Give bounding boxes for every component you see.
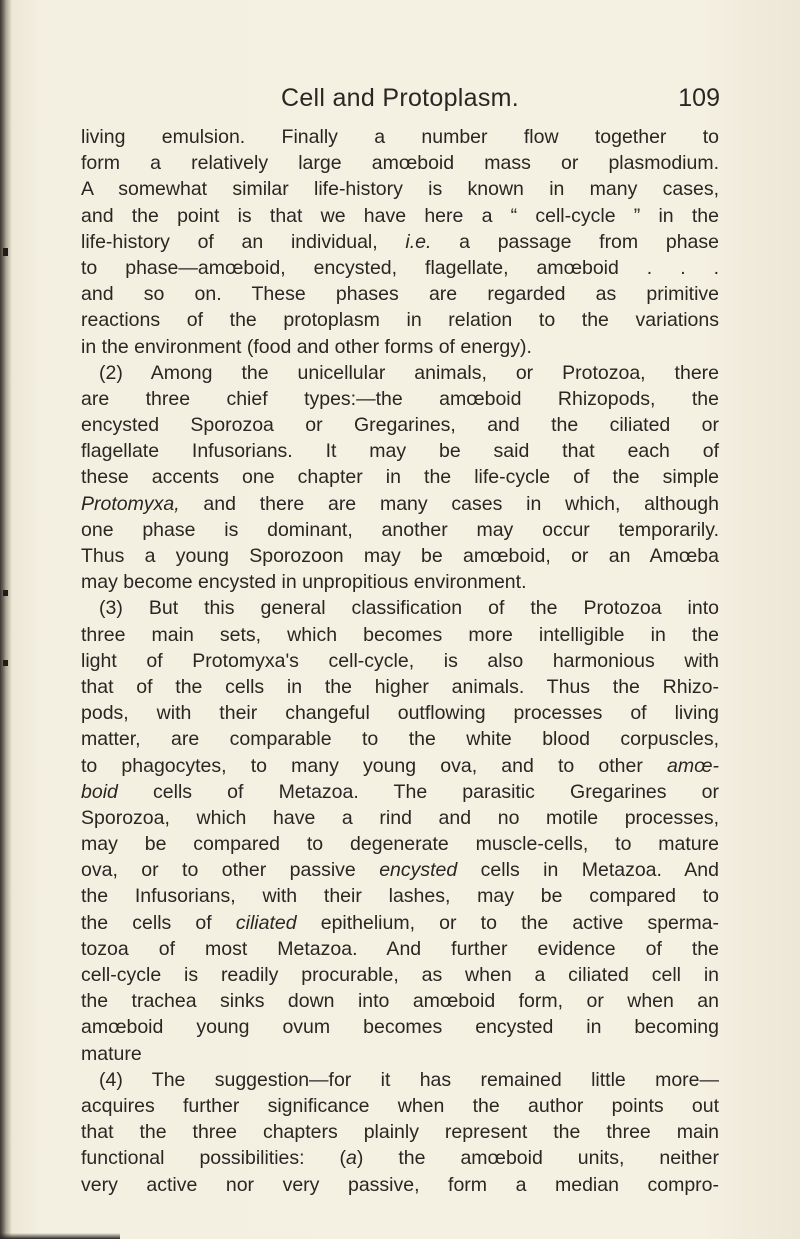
line-text: (2) Among the unicellular animals, or Protozoa, there xyxy=(99,361,719,384)
gutter-mark xyxy=(3,248,8,256)
gutter-mark xyxy=(3,660,8,666)
line-text: the trachea sinks down into amœboid form, or when an xyxy=(81,990,719,1013)
line-text: (4) The suggestion—for it has remained little more— xyxy=(99,1068,719,1091)
gutter-mark xyxy=(3,590,8,596)
line-text: acquires further significance when the author points out xyxy=(81,1094,719,1117)
text-line xyxy=(81,674,719,700)
text-line xyxy=(81,464,719,490)
line-text: matter, are comparable to the white blood corpuscles, xyxy=(81,728,719,751)
line-text: cell-cycle is readily procurable, as when a ciliated cell in xyxy=(81,964,719,986)
line-text: flagellate Infusorians. It may be said that each of xyxy=(81,440,719,463)
line-text: Thus a young Sporozoon may be amœboid, or an Amœba xyxy=(81,545,719,567)
italic-term: a xyxy=(346,1147,357,1170)
italic-term: amœ- xyxy=(667,754,719,777)
line-text: to phagocytes, to many young ova, and to other xyxy=(81,754,667,777)
line-text: Sporozoa, which have a rind and no motile processes, xyxy=(81,806,719,829)
text-line xyxy=(81,700,719,726)
text-line xyxy=(81,779,719,805)
line-text: tozoa of most Metazoa. And further evidence of the xyxy=(81,937,719,960)
text-line xyxy=(81,543,719,569)
line-text: encysted Sporozoa or Gregarines, and the ciliated or xyxy=(81,414,719,437)
line-text: very active nor very passive, form a median compro- xyxy=(81,1173,719,1196)
line-text: pods, with their changeful outflowing processes of living xyxy=(81,702,719,725)
line-text: epithelium, or to the active sperma- xyxy=(296,911,719,934)
text-line xyxy=(81,1041,719,1067)
line-text: may be compared to degenerate muscle-cells, to mature xyxy=(81,833,719,856)
line-text: the Infusorians, with their lashes, may be compared to xyxy=(81,885,719,908)
line-text: A somewhat similar life-history is known in many cases, xyxy=(81,178,719,201)
line-text: a passage from phase xyxy=(431,230,719,253)
page-number: 109 xyxy=(678,84,720,112)
text-line xyxy=(81,255,719,281)
line-text: functional possibilities: ( xyxy=(81,1147,347,1170)
text-line xyxy=(81,491,719,517)
line-text: ova, or to other passive xyxy=(81,859,380,882)
line-text: may become encysted in unpropitious environment. xyxy=(81,571,527,594)
text-line xyxy=(81,1172,719,1198)
line-text: the cells of xyxy=(81,911,236,934)
text-line xyxy=(81,203,719,229)
text-line xyxy=(81,1145,719,1171)
text-line xyxy=(81,805,719,831)
line-text: cells in Metazoa. And xyxy=(457,859,719,882)
line-text: these accents one chapter in the life-cycle of the simple xyxy=(81,466,719,489)
text-line xyxy=(81,857,719,883)
line-text: reactions of the protoplasm in relation to the variations xyxy=(81,309,719,332)
italic-term: i.e. xyxy=(405,230,432,253)
line-text: living emulsion. Finally a number flow together to xyxy=(81,126,719,148)
line-text: mature xyxy=(81,1042,142,1065)
italic-term: encysted xyxy=(379,859,458,882)
text-line xyxy=(81,1067,719,1093)
page-gutter-shadow xyxy=(0,0,12,1239)
text-line xyxy=(81,831,719,857)
line-text: form a relatively large amœboid mass or plasmodium. xyxy=(81,152,719,175)
text-line xyxy=(81,569,719,595)
page-bottom-edge xyxy=(0,1233,120,1239)
text-line xyxy=(81,910,719,936)
line-text: three main sets, which becomes more intelligible in the xyxy=(81,623,719,646)
line-text: that the three chapters plainly represent the three main xyxy=(81,1121,719,1144)
text-line xyxy=(81,988,719,1014)
text-line xyxy=(81,1093,719,1119)
text-line xyxy=(81,124,719,150)
line-text: cells of Metazoa. The parasitic Gregarines or xyxy=(117,780,719,803)
text-line xyxy=(81,517,719,543)
text-line xyxy=(81,962,719,988)
running-title: Cell and Protoplasm. xyxy=(280,84,520,112)
line-text: and there are many cases in which, although xyxy=(179,492,719,515)
line-text: and so on. These phases are regarded as primitive xyxy=(81,283,719,306)
text-line xyxy=(81,176,719,202)
italic-term: Protomyxa, xyxy=(81,492,180,515)
text-line xyxy=(81,229,719,255)
text-line xyxy=(81,648,719,674)
line-text: ) the amœboid units, neither xyxy=(356,1147,719,1170)
italic-term: ciliated xyxy=(235,911,297,934)
text-line xyxy=(81,936,719,962)
text-line xyxy=(81,622,719,648)
line-text: life-history of an individual, xyxy=(81,230,406,253)
text-line xyxy=(81,360,719,386)
text-line xyxy=(81,281,719,307)
text-line xyxy=(81,1014,719,1040)
text-line xyxy=(81,307,719,333)
line-text: light of Protomyxa's cell-cycle, is also harmonious with xyxy=(81,649,719,672)
text-line xyxy=(81,150,719,176)
line-text: amœboid young ovum becomes encysted in becoming xyxy=(81,1016,719,1039)
line-text: one phase is dominant, another may occur temporarily. xyxy=(81,518,719,541)
line-text: in the environment (food and other forms of energy). xyxy=(81,335,532,358)
text-line xyxy=(81,334,719,360)
italic-term: boid xyxy=(81,780,118,803)
line-text: and the point is that we have here a “ cell-cycle ” in the xyxy=(81,204,719,227)
text-line xyxy=(81,883,719,909)
text-line xyxy=(81,726,719,752)
text-line xyxy=(81,386,719,412)
body-text xyxy=(81,124,719,1198)
line-text: that of the cells in the higher animals. Thus the Rhizo- xyxy=(81,675,719,698)
running-head xyxy=(80,84,720,124)
line-text: (3) But this general classification of the Protozoa into xyxy=(99,597,719,620)
line-text: are three chief types:—the amœboid Rhizopods, the xyxy=(81,387,719,410)
text-line xyxy=(81,438,719,464)
line-text: to phase—amœboid, encysted, flagellate, amœboid . . . xyxy=(81,256,719,279)
text-line xyxy=(81,595,719,621)
text-line xyxy=(81,1119,719,1145)
text-line xyxy=(81,753,719,779)
text-line xyxy=(81,412,719,438)
